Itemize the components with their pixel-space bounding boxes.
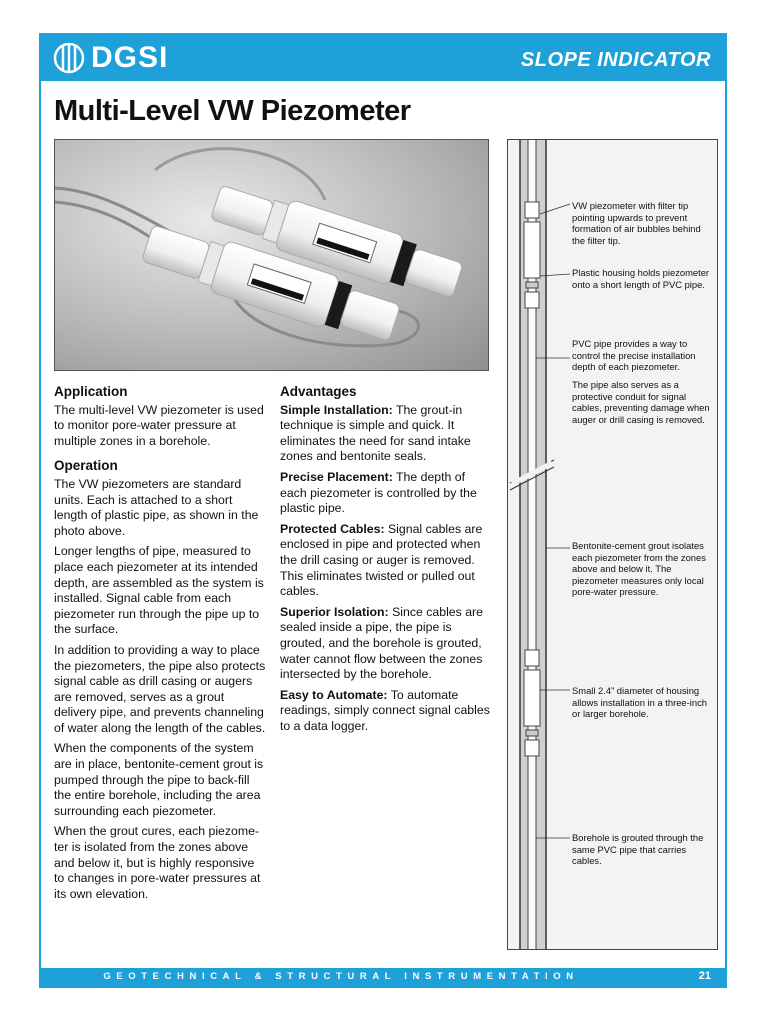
- page-frame: [39, 33, 727, 988]
- left-column: [54, 384, 266, 907]
- page-number: 21: [698, 970, 711, 982]
- logo-text: DGSI: [91, 41, 169, 74]
- advantage-text: The grout-in technique is simple and quick. It eliminates the need for sand intake zones and bentonite seals.: [280, 402, 471, 464]
- dgsi-logo: [53, 41, 168, 75]
- piezometer-photo-illustration: [55, 140, 488, 370]
- advantage-label: Superior Isolation:: [280, 604, 389, 619]
- operation-paragraph: In addition to providing a way to place the piezometers, the pipe also protects signal cable as drill casing or augers are removed, serves as a grout delivery pipe, and prevents channeling of water along the length of the cables.: [54, 642, 266, 735]
- annotation-borehole-grouting: Borehole is grouted through the same PVC pipe that carries cables.: [572, 832, 704, 867]
- advantage-item: [280, 403, 492, 465]
- globe-icon: [53, 42, 85, 74]
- advantage-text: The depth of each piezometer is controlled by the plastic pipe.: [280, 469, 477, 516]
- footer-bar: [41, 968, 725, 986]
- annotation-pvc-pipe: PVC pipe provides a way to control the precise installation depth of each piezometer.: [572, 338, 696, 373]
- application-paragraph: The multi-level VW piezometer is used to monitor pore-water pressure at multiple zones in a borehole.: [54, 402, 264, 448]
- page-title: Multi-Level VW Piezometer: [54, 95, 411, 127]
- annotation-grout-isolation: Bentonite-cement grout isolates each piezometer from the zones above and below it. The piezometer measures only local pore-water pressure.: [572, 540, 706, 598]
- operation-paragraph: Longer lengths of pipe, measured to place each piezometer at its intended depth, are assembled as the system is installed. Signal cable from each piezometer run through the pipe up to the surface.: [54, 544, 264, 637]
- operation-paragraph: The VW piezometers are standard units. Each is attached to a short length of plastic pipe, as shown in the photo above.: [54, 476, 259, 538]
- advantage-label: Simple Installation:: [280, 402, 393, 417]
- advantage-item: [280, 470, 492, 517]
- advantage-text: To automate readings, simply connect signal cables to a data logger.: [280, 687, 490, 733]
- operation-paragraph: When the components of the system are in place, bentonite-cement grout is pumped through the pipe to back-fill the entire borehole, including the area surrounding each piezometer.: [54, 741, 264, 818]
- brand-name: SLOPE INDICATOR: [520, 49, 711, 71]
- application-heading: Application: [54, 384, 128, 399]
- operation-paragraph: When the grout cures, each piezome-ter is isolated from the zones above and below it, but is highly responsive to changes in pore-water pressures at its own elevation.: [54, 824, 261, 901]
- annotation-filter-tip: VW piezometer with filter tip pointing upwards to prevent formation of air bubbles behind the filter tip.: [572, 200, 701, 246]
- header-bar: [41, 35, 725, 81]
- footer-tagline: GEOTECHNICAL & STRUCTURAL INSTRUMENTATION: [103, 971, 579, 982]
- annotation-protective-conduit: The pipe also serves as a protective conduit for signal cables, preventing damage when auger or drill casing is removed.: [572, 379, 710, 425]
- advantage-text: Signal cables are enclosed in pipe and protected when the drill casing or auger is removed. This eliminates twisted or pulled out cables.: [280, 521, 483, 599]
- product-photo: [54, 139, 489, 371]
- annotation-housing-diameter: Small 2.4” diameter of housing allows installation in a three-inch or larger borehole.: [572, 685, 707, 720]
- advantage-item: [280, 605, 492, 683]
- advantage-label: Protected Cables:: [280, 521, 385, 536]
- installation-diagram: [507, 139, 718, 950]
- advantage-text: Since cables are sealed inside a pipe, the pipe is grouted, and the borehole is grouted, water cannot flow between the zones intersected by the borehole.: [280, 604, 483, 682]
- advantage-label: Precise Placement:: [280, 469, 393, 484]
- right-column: [280, 384, 492, 739]
- annotation-plastic-housing: Plastic housing holds piezometer onto a short length of PVC pipe.: [572, 267, 710, 290]
- advantage-item: [280, 522, 492, 600]
- operation-heading: Operation: [54, 458, 118, 474]
- advantages-heading: Advantages: [280, 384, 357, 399]
- advantage-label: Easy to Automate:: [280, 687, 388, 702]
- advantage-item: [280, 688, 492, 735]
